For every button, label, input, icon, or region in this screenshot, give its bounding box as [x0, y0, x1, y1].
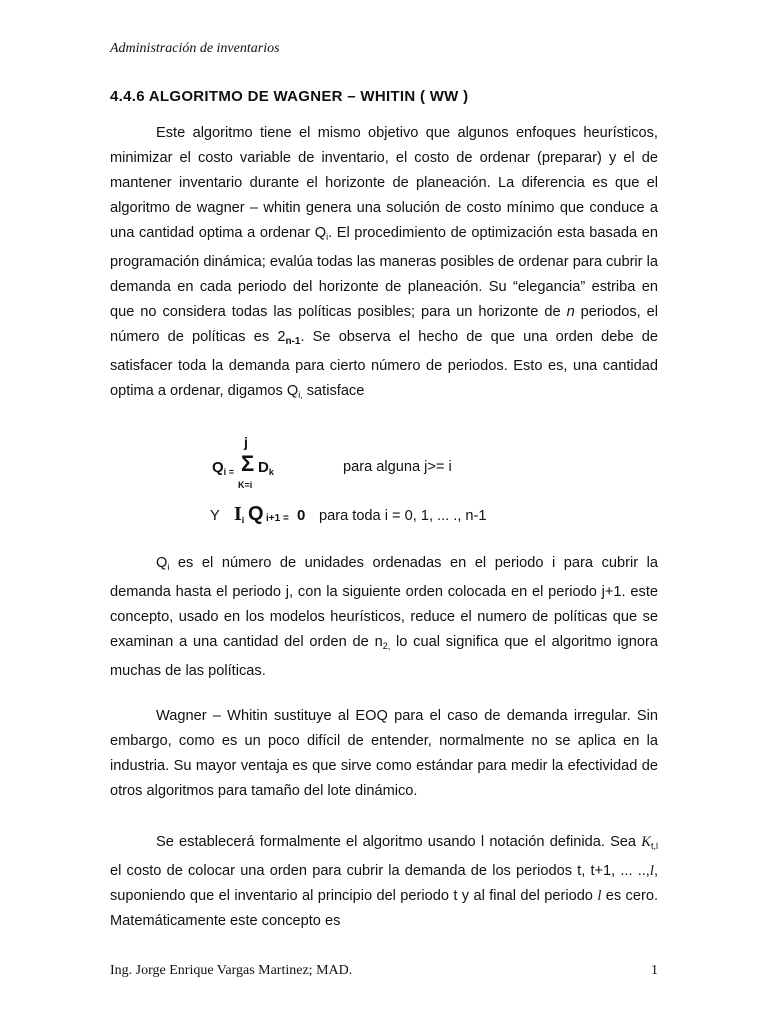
p4-l-italic: l — [649, 863, 654, 879]
running-header: Administración de inventarios — [110, 41, 280, 56]
p1-text-b: . El procedimiento de optimización esta basada en programación dinámica; evalúa todas las maneras posibles de ordenar para cubrir la demanda en cada periodo del horizonte de planeación. Su “elegancia” estriba en que no considera todas las políticas posibles; para un horizonte de — [110, 225, 658, 320]
p1-text-d: . Se observa el hecho de que una orden debe de satisfacer toda la demanda para cierto número de periodos. Esto es, una cantidad optima a ordenar, digamos Q — [110, 329, 659, 399]
formula-d-sub: k — [268, 467, 274, 477]
formula-I-letter: I — [234, 503, 242, 525]
formula-q-letter: Q — [212, 459, 224, 476]
p1-n-italic: n — [566, 304, 575, 320]
p4-k-sub: t,l — [650, 841, 658, 851]
formula-d-letter: D — [258, 459, 269, 476]
formula-I-sub: i — [241, 515, 245, 525]
formula-q-sub: i — [223, 467, 227, 477]
page-number: 1 — [651, 963, 658, 978]
paragraph-intro — [110, 121, 658, 408]
p4-text-d: es cero. Matemáticamente este concepto es — [110, 888, 658, 929]
sum-lower-limit: K=i — [238, 480, 253, 490]
formula-q — [212, 459, 234, 477]
p2-q-sub: i — [167, 562, 170, 572]
p1-text-c: periodos, el número de políticas es 2 — [110, 304, 658, 345]
p2-text-b: lo cual significa que el algoritmo ignora muchas de las políticas. — [110, 634, 658, 679]
formula-condition-2: para toda i = 0, 1, ... ., n-1 — [319, 508, 487, 524]
formula-Q2: Q — [248, 503, 264, 525]
footer-author: Ing. Jorge Enrique Vargas Martinez; MAD. — [110, 963, 353, 978]
paragraph-algorithm — [110, 830, 658, 934]
section-title: 4.4.6 ALGORITMO DE WAGNER – WHITIN ( WW ) — [110, 88, 469, 105]
paragraph-wagner-whitin — [110, 704, 658, 804]
p2-text-a: es el número de unidades ordenadas en el periodo i para cubrir la demanda hasta el periodo j, con la siguiente orden colocada en el periodo j+1. este concepto, usado en los modelos heurísticos, reduce el numero de políticas que se examinan a una cantidad del orden de n — [110, 555, 658, 650]
p1-text-a: Este algoritmo tiene el mismo objetivo que algunos enfoques heurísticos, minimizar el costo variable de inventario, el costo de ordenar (preparar) y el de mantener inventario durante el horizonte de planeación. La diferencia es que el algoritmo de wagner – whitin genera una solución de costo mínimo que conduce a una cantidad optima a ordenar Q — [110, 125, 658, 241]
formula-y: Y — [210, 508, 220, 524]
p2-exponent: 2, — [382, 641, 391, 651]
formula-d — [258, 459, 274, 477]
formula-equals: = — [226, 467, 234, 477]
p2-q: Q — [156, 555, 168, 571]
formula-I — [234, 503, 244, 526]
p1-sub-i: i — [326, 232, 329, 242]
p1-sub-i2: i, — [298, 390, 303, 400]
formula-condition-1: para alguna j>= i — [343, 459, 452, 475]
formula-Q2-sub: i+1 = — [266, 513, 289, 524]
p3-text: Wagner – Whitin sustituye al EOQ para el caso de demanda irregular. Sin embargo, como es un poco difícil de entender, normalmente no se aplica en la industria. Su mayor ventaja es que sirve como estándar para medir la efectividad de otros algoritmos para tamaño del lote dinámico. — [110, 708, 658, 799]
p4-text-a: Se establecerá formalmente el algoritmo usando l notación definida. Sea — [156, 834, 642, 850]
paragraph-qi-definition — [110, 551, 658, 684]
sigma-symbol: Σ — [241, 451, 255, 476]
p4-k-italic: K — [641, 834, 651, 850]
p4-l-italic-2: l — [597, 888, 602, 904]
sum-upper-limit: j — [244, 434, 248, 450]
p4-text-c: , suponiendo que el inventario al principio del periodo t y al final del periodo — [110, 863, 658, 904]
p1-exponent: n-1 — [285, 336, 301, 347]
p4-text-b: el costo de colocar una orden para cubrir la demanda de los periodos t, t+1, ... .., — [110, 863, 650, 879]
formula-zero: 0 — [297, 507, 306, 524]
p1-text-e: satisface — [302, 383, 365, 399]
